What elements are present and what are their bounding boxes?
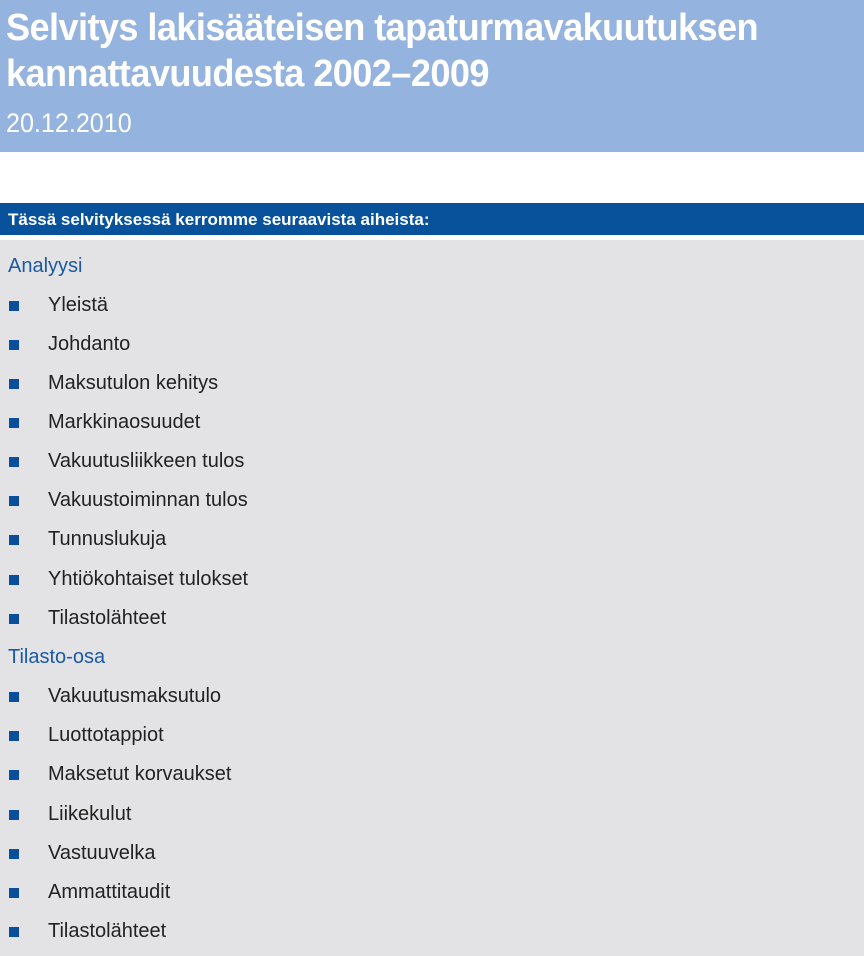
list-item-label: Markkinaosuudet [48,411,201,433]
square-bullet-icon [9,770,19,780]
section-heading-tilasto-osa [0,638,864,677]
list-item-label: Vakuutusliikkeen tulos [48,450,245,472]
list-item-label: Ammattitaudit [48,881,171,903]
list-item [0,325,864,364]
list-item-label: Maksutulon kehitys [48,372,219,394]
report-title-line-1: Selvitys lakisääteisen tapaturmavakuutuksen [6,7,759,49]
square-bullet-icon [9,810,19,820]
square-bullet-icon [9,849,19,859]
list-item-label: Maksetut korvaukset [48,763,232,785]
list-item [0,481,864,520]
list-item-label: Yleistä [48,294,109,316]
list-item-label: Vastuuvelka [48,842,156,864]
list-item-label: Vakuustoiminnan tulos [48,489,248,511]
list-item [0,442,864,481]
square-bullet-icon [9,418,19,428]
list-item [0,755,864,794]
square-bullet-icon [9,692,19,702]
square-bullet-icon [9,379,19,389]
report-title [6,5,758,97]
list-item [0,795,864,834]
section-heading-label: Tilasto-osa [8,646,106,668]
topics-list-panel [0,240,864,956]
list-item-label: Tilastolähteet [48,920,167,942]
square-bullet-icon [9,731,19,741]
list-item [0,599,864,638]
square-bullet-icon [9,457,19,467]
square-bullet-icon [9,575,19,585]
list-item [0,560,864,599]
topics-intro-bar: Tässä selvityksessä kerromme seuraavista aiheista: [0,203,864,235]
section-heading-analyysi [0,247,864,286]
report-title-line-2: kannattavuudesta 2002–2009 [6,53,489,95]
square-bullet-icon [9,927,19,937]
list-item [0,403,864,442]
list-item-label: Yhtiökohtaiset tulokset [48,568,249,590]
list-item [0,834,864,873]
list-item [0,520,864,559]
square-bullet-icon [9,340,19,350]
square-bullet-icon [9,301,19,311]
list-item [0,364,864,403]
square-bullet-icon [9,535,19,545]
list-item-label: Luottotappiot [48,724,164,746]
list-item [0,873,864,912]
list-item-label: Johdanto [48,333,131,355]
list-item-label: Tunnuslukuja [48,528,167,550]
list-item [0,286,864,325]
list-item [0,912,864,951]
square-bullet-icon [9,496,19,506]
square-bullet-icon [9,888,19,898]
list-item [0,716,864,755]
list-item [0,677,864,716]
square-bullet-icon [9,614,19,624]
report-date: 20.12.2010 [6,108,132,138]
list-item-label: Tilastolähteet [48,607,167,629]
list-item-label: Liikekulut [48,803,132,825]
title-banner [0,0,864,152]
list-item-label: Vakuutusmaksutulo [48,685,222,707]
section-heading-label: Analyysi [8,255,83,277]
